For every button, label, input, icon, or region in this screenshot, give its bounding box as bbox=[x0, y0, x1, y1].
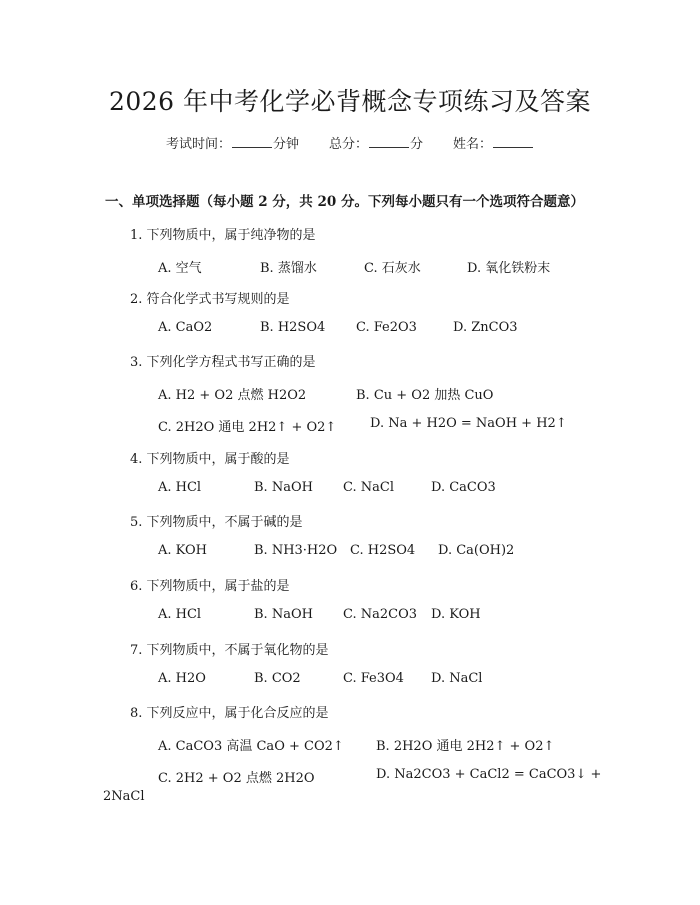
option-b[interactable]: B. CO2 bbox=[254, 671, 301, 686]
exam-meta bbox=[0, 133, 700, 152]
option-b[interactable]: B. H2SO4 bbox=[260, 320, 326, 335]
question-8-stem: 8. 下列反应中，属于化合反应的是 bbox=[130, 706, 329, 721]
section-heading: 一、单项选择题（每小题 2 分，共 20 分。下列每小题只有一个选项符合题意） bbox=[105, 194, 584, 210]
option-c[interactable]: C. Fe3O4 bbox=[343, 671, 404, 686]
question-2-stem: 2. 符合化学式书写规则的是 bbox=[130, 292, 290, 307]
question-4-stem: 4. 下列物质中，属于酸的是 bbox=[130, 452, 290, 467]
option-c[interactable]: C. Na2CO3 bbox=[343, 607, 418, 622]
option-a[interactable]: A. KOH bbox=[158, 543, 208, 558]
page-title: 2026 年中考化学必背概念专项练习及答案 bbox=[108, 87, 592, 116]
option-a[interactable]: A. 空气 bbox=[158, 261, 202, 276]
option-a[interactable]: A. H2 + O2 点燃 H2O2 bbox=[158, 388, 307, 403]
option-d[interactable]: D. ZnCO3 bbox=[453, 320, 518, 335]
option-d[interactable]: D. Na + H2O = NaOH + H2↑ bbox=[370, 416, 567, 431]
option-c[interactable]: C. 2H2 + O2 点燃 2H2O bbox=[158, 771, 315, 786]
option-d[interactable]: D. Ca(OH)2 bbox=[438, 543, 515, 558]
option-c[interactable]: C. NaCl bbox=[343, 480, 394, 495]
option-d[interactable]: D. 氧化铁粉末 bbox=[467, 261, 551, 276]
option-b[interactable]: B. NaOH bbox=[254, 480, 313, 495]
option-d-wrap: 2NaCl bbox=[103, 789, 145, 804]
time-blank[interactable] bbox=[232, 135, 272, 148]
name-blank[interactable] bbox=[493, 135, 533, 148]
option-a[interactable]: A. HCl bbox=[158, 480, 202, 495]
option-b[interactable]: B. NH3·H2O bbox=[254, 543, 338, 558]
time-label: 考试时间： bbox=[165, 137, 231, 152]
option-b[interactable]: B. NaOH bbox=[254, 607, 313, 622]
score-unit: 分 bbox=[410, 137, 424, 152]
question-5-stem: 5. 下列物质中，不属于碱的是 bbox=[130, 515, 303, 530]
option-d[interactable]: D. Na2CO3 + CaCl2 = CaCO3↓ + bbox=[376, 767, 602, 782]
option-c[interactable]: C. H2SO4 bbox=[350, 543, 416, 558]
option-b[interactable]: B. Cu + O2 加热 CuO bbox=[356, 388, 494, 403]
option-d[interactable]: D. NaCl bbox=[431, 671, 483, 686]
question-6-stem: 6. 下列物质中，属于盐的是 bbox=[130, 579, 290, 594]
option-c[interactable]: C. 石灰水 bbox=[364, 261, 421, 276]
option-b[interactable]: B. 2H2O 通电 2H2↑ + O2↑ bbox=[376, 739, 555, 754]
question-1-stem: 1. 下列物质中，属于纯净物的是 bbox=[130, 228, 316, 243]
name-label: 姓名： bbox=[453, 137, 493, 152]
option-a[interactable]: A. CaO2 bbox=[158, 320, 213, 335]
score-label: 总分： bbox=[328, 137, 368, 152]
question-7-stem: 7. 下列物质中，不属于氧化物的是 bbox=[130, 643, 329, 658]
option-c[interactable]: C. Fe2O3 bbox=[356, 320, 417, 335]
option-c[interactable]: C. 2H2O 通电 2H2↑ + O2↑ bbox=[158, 420, 337, 435]
option-a[interactable]: A. H2O bbox=[158, 671, 206, 686]
option-a[interactable]: A. CaCO3 高温 CaO + CO2↑ bbox=[158, 739, 344, 754]
time-unit: 分钟 bbox=[272, 137, 299, 152]
option-d[interactable]: D. CaCO3 bbox=[431, 480, 496, 495]
question-3-stem: 3. 下列化学方程式书写正确的是 bbox=[130, 355, 316, 370]
score-blank[interactable] bbox=[369, 135, 409, 148]
option-a[interactable]: A. HCl bbox=[158, 607, 202, 622]
option-b[interactable]: B. 蒸馏水 bbox=[260, 261, 317, 276]
option-d[interactable]: D. KOH bbox=[431, 607, 481, 622]
